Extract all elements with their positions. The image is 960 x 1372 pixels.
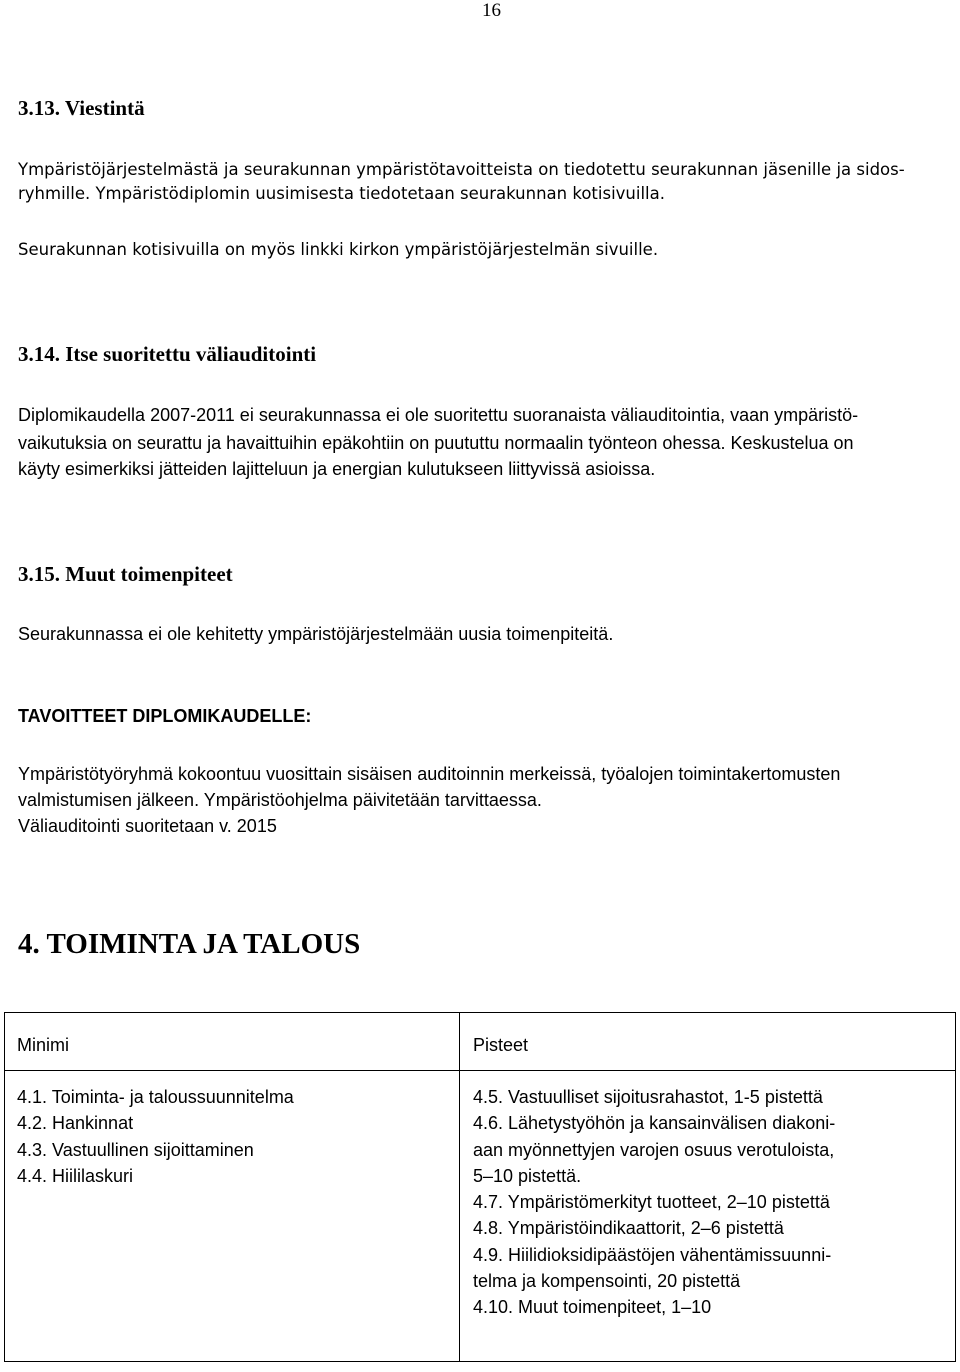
paragraph-3-15: Seurakunnassa ei ole kehitetty ympäristöjärjestelmään uusia toimenpiteitä. — [18, 624, 614, 644]
table-list-item: 4.8. Ympäristöindikaattorit, 2–6 pistettä — [473, 1218, 784, 1239]
points-table — [4, 1012, 956, 1362]
table-minimi-cell — [5, 1071, 460, 1362]
table-list-item: 4.7. Ympäristömerkityt tuotteet, 2–10 pistettä — [473, 1192, 830, 1213]
section-heading-3-13: 3.13. Viestintä — [18, 96, 145, 120]
table-body-row — [5, 1071, 956, 1362]
goals-heading: TAVOITTEET DIPLOMIKAUDELLE: — [18, 706, 312, 726]
table-header-minimi — [5, 1013, 460, 1071]
table-list-item: 4.10. Muut toimenpiteet, 1–10 — [473, 1297, 712, 1318]
table-list-item: telma ja kompensointi, 20 pistettä — [473, 1271, 741, 1292]
table-list-item: 4.9. Hiilidioksidipäästöjen vähentämissuunni- — [473, 1244, 832, 1265]
goals-line-1: Ympäristötyöryhmä kokoontuu vuosittain sisäisen auditoinnin merkeissä, työalojen toimintakertomusten — [18, 764, 841, 784]
paragraph-3-13-line-2: ryhmille. Ympäristödiplomin uusimisesta tiedotetaan seurakunnan kotisivuilla. — [18, 184, 665, 203]
paragraph-3-14-line-2: vaikutuksia on seurattu ja havaittuihin epäkohtiin on puututtu normaalin työnteon ohessa. Keskustelua on — [18, 433, 854, 453]
table-header-label: Minimi — [17, 1035, 69, 1055]
page-number: 16 — [482, 0, 501, 21]
table-header-pisteet — [460, 1013, 956, 1071]
table-header-row — [5, 1013, 956, 1071]
paragraph-3-13-line-1: Ympäristöjärjestelmästä ja seurakunnan ympäristötavoitteista on tiedotettu seurakunnan jäsenille ja sidos- — [18, 160, 905, 179]
paragraph-3-13-para-2: Seurakunnan kotisivuilla on myös linkki kirkon ympäristöjärjestelmän sivuille. — [18, 240, 659, 259]
table-pisteet-cell — [460, 1071, 956, 1362]
paragraph-3-14-line-3: käyty esimerkiksi jätteiden lajitteluun ja energian kulutukseen liittyvissä asioissa. — [18, 459, 656, 479]
section-heading-4: 4. TOIMINTA JA TALOUS — [18, 928, 361, 960]
goals-line-2: valmistumisen jälkeen. Ympäristöohjelma päivitetään tarvittaessa. — [18, 790, 542, 810]
table-list-item: 4.1. Toiminta- ja taloussuunnitelma — [17, 1087, 294, 1107]
goals-line-3: Väliauditointi suoritetaan v. 2015 — [18, 816, 277, 836]
section-heading-3-14: 3.14. Itse suoritettu väliauditointi — [18, 342, 317, 366]
table-list-item: 4.2. Hankinnat — [17, 1113, 134, 1134]
table-list-item: aan myönnettyjen varojen osuus verotuloista, — [473, 1139, 835, 1160]
table-list-item: 4.5. Vastuulliset sijoitusrahastot, 1-5 pistettä — [473, 1087, 823, 1107]
paragraph-3-14-line-1: Diplomikaudella 2007-2011 ei seurakunnassa ei ole suoritettu suoranaista väliauditointia, vaan ympäristö- — [18, 405, 859, 425]
table-list-item: 5–10 pistettä. — [473, 1165, 582, 1186]
table-list-item: 4.4. Hiililaskuri — [17, 1165, 134, 1186]
table-list-item: 4.6. Lähetystyöhön ja kansainvälisen diakoni- — [473, 1113, 836, 1134]
table-list-item: 4.3. Vastuullinen sijoittaminen — [17, 1139, 254, 1160]
section-heading-3-15: 3.15. Muut toimenpiteet — [18, 562, 233, 586]
table-header-label: Pisteet — [473, 1035, 529, 1055]
